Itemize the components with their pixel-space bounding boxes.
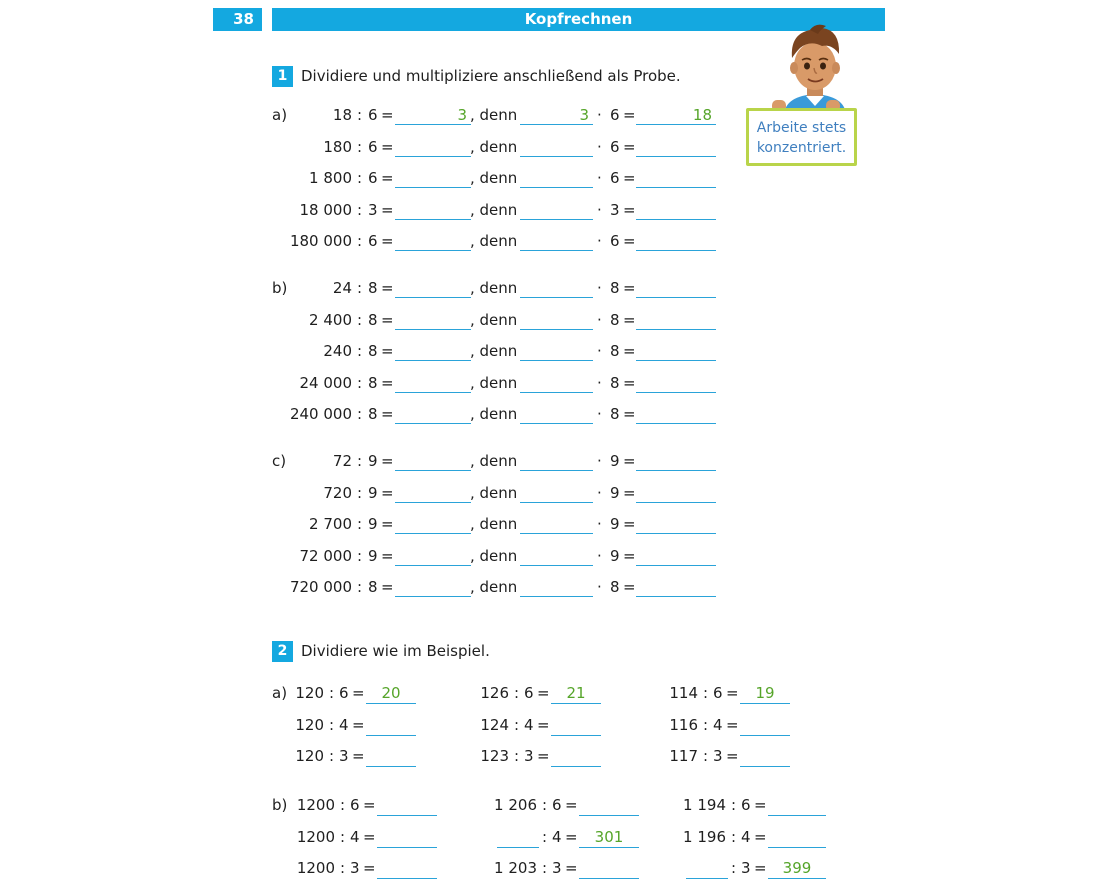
probe-result-field[interactable]: [636, 168, 716, 188]
probe-multiplier: 8: [610, 373, 620, 392]
denn-word: , denn: [470, 106, 518, 124]
exercise-label: c): [272, 452, 287, 470]
quotient-answer-field[interactable]: [395, 341, 471, 361]
division-sign: :: [329, 715, 335, 734]
multiply-sign: ·: [597, 342, 602, 361]
quotient-answer-field[interactable]: [366, 746, 416, 767]
quotient-answer-field[interactable]: [551, 746, 601, 767]
quotient-answer-field[interactable]: [551, 715, 601, 736]
dividend: 123: [480, 747, 509, 766]
divisor: 9: [368, 483, 378, 502]
divisor: 4: [350, 827, 360, 846]
quotient-answer-field[interactable]: [395, 373, 471, 393]
probe-result-field[interactable]: [636, 404, 716, 424]
equals-sign: =: [381, 452, 394, 470]
divisor: 6: [524, 684, 534, 702]
dividend: 24 000: [299, 373, 352, 392]
equals-sign: =: [381, 200, 394, 219]
divisor: 6: [741, 796, 751, 814]
probe-factor-field[interactable]: [520, 483, 593, 503]
division-sign: :: [357, 405, 363, 424]
equals-sign: =: [537, 715, 550, 734]
equals-sign: =: [754, 827, 767, 846]
equals-sign: =: [363, 859, 376, 878]
dividend: 18 000: [299, 200, 352, 219]
probe-multiplier: 8: [610, 405, 620, 424]
quotient-answer-field[interactable]: [395, 514, 471, 534]
equals-sign: =: [623, 578, 636, 597]
quotient-answer-field[interactable]: [768, 795, 826, 816]
quotient-answer-field[interactable]: 20: [366, 683, 416, 704]
equals-sign: =: [381, 515, 394, 534]
dividend: 240: [323, 342, 352, 361]
divisor: 6: [368, 106, 378, 124]
probe-factor-field[interactable]: [520, 577, 593, 597]
division-sign: :: [357, 137, 363, 156]
equals-sign: =: [726, 684, 739, 702]
equals-sign: =: [381, 546, 394, 565]
probe-result-field[interactable]: [636, 137, 716, 157]
multiply-sign: ·: [597, 578, 602, 597]
probe-result-field[interactable]: [636, 341, 716, 361]
probe-multiplier: 9: [610, 483, 620, 502]
multiply-sign: ·: [597, 279, 602, 297]
probe-multiplier: 6: [610, 169, 620, 188]
equals-sign: =: [381, 405, 394, 424]
quotient-answer-field[interactable]: [579, 858, 639, 879]
division-sign: :: [514, 715, 520, 734]
equals-sign: =: [363, 796, 376, 814]
denn-word: , denn: [470, 483, 518, 502]
divisor: 6: [368, 137, 378, 156]
dividend: 1 196: [683, 827, 726, 846]
probe-multiplier: 6: [610, 137, 620, 156]
exercise-label: a): [272, 106, 288, 124]
task-instruction: Dividiere und multipliziere anschließend als Probe.: [301, 67, 681, 85]
division-sign: :: [357, 515, 363, 534]
division-sign: :: [357, 169, 363, 188]
probe-result-field[interactable]: [636, 200, 716, 220]
quotient-answer-field[interactable]: [395, 278, 471, 298]
exercise-label: b): [272, 796, 288, 814]
dividend: 120: [295, 715, 324, 734]
task-number: 1: [272, 66, 293, 87]
dividend: 2 700: [309, 515, 352, 534]
division-sign: :: [357, 200, 363, 219]
quotient-answer-field[interactable]: [395, 404, 471, 424]
equals-sign: =: [754, 859, 767, 878]
probe-result-field[interactable]: [636, 514, 716, 534]
quotient-answer-field[interactable]: [395, 546, 471, 566]
multiply-sign: ·: [597, 373, 602, 392]
equals-sign: =: [623, 452, 636, 470]
division-sign: :: [357, 232, 363, 251]
dividend: 1 203: [494, 859, 537, 878]
division-sign: :: [357, 279, 363, 297]
probe-factor-field[interactable]: [520, 231, 593, 251]
division-sign: :: [329, 747, 335, 766]
divisor: 9: [368, 452, 378, 470]
equals-sign: =: [623, 342, 636, 361]
division-sign: :: [357, 578, 363, 597]
dividend-answer-field[interactable]: [686, 858, 728, 879]
dividend: 720 000: [289, 578, 352, 597]
multiply-sign: ·: [597, 310, 602, 329]
equals-sign: =: [381, 373, 394, 392]
task-instruction: Dividiere wie im Beispiel.: [301, 642, 490, 660]
equals-sign: =: [381, 137, 394, 156]
dividend: 1200: [296, 796, 335, 814]
probe-result-field[interactable]: [636, 451, 716, 471]
equals-sign: =: [565, 827, 578, 846]
divisor: 4: [524, 715, 534, 734]
dividend: 720: [323, 483, 352, 502]
dividend: 116: [669, 715, 698, 734]
dividend: 120: [295, 747, 324, 766]
division-sign: :: [340, 859, 346, 878]
dividend: 1 206: [494, 796, 537, 814]
divisor: 6: [713, 684, 723, 702]
quotient-answer-field[interactable]: [579, 795, 639, 816]
quotient-answer-field[interactable]: [395, 310, 471, 330]
equals-sign: =: [381, 232, 394, 251]
quotient-answer-field[interactable]: 21: [551, 683, 601, 704]
equals-sign: =: [623, 373, 636, 392]
denn-word: , denn: [470, 279, 518, 297]
denn-word: , denn: [470, 405, 518, 424]
divisor: 6: [350, 796, 360, 814]
quotient-answer-field[interactable]: [395, 577, 471, 597]
equals-sign: =: [537, 747, 550, 766]
probe-factor-field[interactable]: [520, 137, 593, 157]
division-sign: :: [731, 827, 737, 846]
equals-sign: =: [381, 310, 394, 329]
equals-sign: =: [565, 859, 578, 878]
division-sign: :: [357, 310, 363, 329]
division-sign: :: [514, 684, 520, 702]
equals-sign: =: [352, 747, 365, 766]
quotient-answer-field[interactable]: [395, 231, 471, 251]
quotient-answer-field[interactable]: 301: [579, 827, 639, 848]
probe-factor-field[interactable]: [520, 546, 593, 566]
denn-word: , denn: [470, 232, 518, 251]
probe-result-field[interactable]: [636, 278, 716, 298]
equals-sign: =: [381, 483, 394, 502]
quotient-answer-field[interactable]: [395, 483, 471, 503]
equals-sign: =: [726, 747, 739, 766]
equals-sign: =: [623, 405, 636, 424]
quotient-answer-field[interactable]: [740, 746, 790, 767]
probe-multiplier: 6: [610, 106, 620, 124]
equals-sign: =: [381, 169, 394, 188]
probe-multiplier: 3: [610, 200, 620, 219]
denn-word: , denn: [470, 200, 518, 219]
divisor: 3: [524, 747, 534, 766]
multiply-sign: ·: [597, 515, 602, 534]
probe-multiplier: 9: [610, 515, 620, 534]
division-sign: :: [329, 684, 335, 702]
division-sign: :: [340, 827, 346, 846]
equals-sign: =: [623, 310, 636, 329]
dividend-answer-field[interactable]: [497, 827, 539, 848]
divisor: 9: [368, 515, 378, 534]
equals-sign: =: [623, 483, 636, 502]
quotient-answer-field[interactable]: [395, 168, 471, 188]
division-sign: :: [357, 546, 363, 565]
division-sign: :: [514, 747, 520, 766]
dividend: 180 000: [289, 232, 352, 251]
mascot-speech-sign: Arbeite stets konzentriert.: [746, 108, 857, 166]
dividend: 114: [669, 684, 698, 702]
quotient-answer-field[interactable]: [395, 137, 471, 157]
equals-sign: =: [726, 715, 739, 734]
probe-factor-field[interactable]: [520, 200, 593, 220]
dividend: 72 000: [299, 546, 352, 565]
quotient-answer-field[interactable]: [377, 795, 437, 816]
divisor: 4: [713, 715, 723, 734]
exercise-label: b): [272, 279, 288, 297]
divisor: 9: [368, 546, 378, 565]
page-title: Kopfrechnen: [272, 8, 885, 31]
quotient-answer-field[interactable]: [366, 715, 416, 736]
division-sign: :: [357, 106, 363, 124]
divisor: 3: [552, 859, 562, 878]
quotient-answer-field[interactable]: 3: [395, 105, 471, 125]
quotient-answer-field[interactable]: [377, 827, 437, 848]
divisor: 8: [368, 279, 378, 297]
probe-result-field[interactable]: 18: [636, 105, 716, 125]
multiply-sign: ·: [597, 452, 602, 470]
quotient-answer-field[interactable]: [740, 715, 790, 736]
probe-factor-field[interactable]: [520, 341, 593, 361]
probe-factor-field[interactable]: [520, 373, 593, 393]
equals-sign: =: [623, 169, 636, 188]
equals-sign: =: [623, 279, 636, 297]
division-sign: :: [357, 342, 363, 361]
exercise-label: a): [272, 684, 288, 702]
division-sign: :: [731, 796, 737, 814]
quotient-answer-field[interactable]: [768, 827, 826, 848]
multiply-sign: ·: [597, 483, 602, 502]
divisor: 8: [368, 405, 378, 424]
division-sign: :: [357, 373, 363, 392]
probe-result-field[interactable]: [636, 483, 716, 503]
division-sign: :: [340, 796, 346, 814]
division-sign: :: [703, 715, 709, 734]
quotient-answer-field[interactable]: 399: [768, 858, 826, 879]
dividend: 240 000: [289, 405, 352, 424]
denn-word: , denn: [470, 373, 518, 392]
equals-sign: =: [381, 342, 394, 361]
divisor: 8: [368, 373, 378, 392]
probe-multiplier: 8: [610, 342, 620, 361]
divisor: 3: [350, 859, 360, 878]
equals-sign: =: [537, 684, 550, 702]
division-sign: :: [542, 796, 548, 814]
equals-sign: =: [381, 578, 394, 597]
equals-sign: =: [754, 796, 767, 814]
division-sign: :: [703, 684, 709, 702]
dividend: 24: [332, 279, 352, 297]
equals-sign: =: [623, 200, 636, 219]
division-sign: :: [357, 452, 363, 470]
divisor: 3: [713, 747, 723, 766]
dividend: 117: [669, 747, 698, 766]
equals-sign: =: [363, 827, 376, 846]
page-number: 38: [213, 8, 262, 31]
probe-result-field[interactable]: [636, 546, 716, 566]
multiply-sign: ·: [597, 106, 602, 124]
divisor: 6: [368, 169, 378, 188]
divisor: 4: [552, 827, 562, 846]
probe-multiplier: 8: [610, 578, 620, 597]
division-sign: :: [731, 859, 737, 878]
equals-sign: =: [623, 106, 636, 124]
multiply-sign: ·: [597, 546, 602, 565]
equals-sign: =: [623, 515, 636, 534]
equals-sign: =: [352, 715, 365, 734]
division-sign: :: [357, 483, 363, 502]
equals-sign: =: [381, 279, 394, 297]
probe-multiplier: 8: [610, 279, 620, 297]
divisor: 3: [741, 859, 751, 878]
divisor: 6: [552, 796, 562, 814]
dividend: 180: [323, 137, 352, 156]
probe-multiplier: 8: [610, 310, 620, 329]
denn-word: , denn: [470, 578, 518, 597]
divisor: 3: [368, 200, 378, 219]
probe-factor-field[interactable]: [520, 404, 593, 424]
equals-sign: =: [623, 137, 636, 156]
probe-factor-field[interactable]: [520, 514, 593, 534]
denn-word: , denn: [470, 452, 518, 470]
probe-factor-field[interactable]: 3: [520, 105, 593, 125]
multiply-sign: ·: [597, 169, 602, 188]
probe-multiplier: 9: [610, 452, 620, 470]
dividend: 1200: [296, 859, 335, 878]
division-sign: :: [542, 827, 548, 846]
denn-word: , denn: [470, 515, 518, 534]
quotient-answer-field[interactable]: [395, 451, 471, 471]
equals-sign: =: [623, 546, 636, 565]
denn-word: , denn: [470, 169, 518, 188]
quotient-answer-field[interactable]: [377, 858, 437, 879]
probe-factor-field[interactable]: [520, 278, 593, 298]
denn-word: , denn: [470, 546, 518, 565]
quotient-answer-field[interactable]: [395, 200, 471, 220]
divisor: 4: [339, 715, 349, 734]
dividend: 1200: [296, 827, 335, 846]
divisor: 3: [339, 747, 349, 766]
quotient-answer-field[interactable]: 19: [740, 683, 790, 704]
divisor: 8: [368, 578, 378, 597]
equals-sign: =: [565, 796, 578, 814]
divisor: 4: [741, 827, 751, 846]
equals-sign: =: [381, 106, 394, 124]
probe-result-field[interactable]: [636, 373, 716, 393]
dividend: 120: [295, 684, 324, 702]
multiply-sign: ·: [597, 405, 602, 424]
multiply-sign: ·: [597, 137, 602, 156]
probe-factor-field[interactable]: [520, 451, 593, 471]
denn-word: , denn: [470, 342, 518, 361]
divisor: 8: [368, 310, 378, 329]
denn-word: , denn: [470, 310, 518, 329]
probe-multiplier: 9: [610, 546, 620, 565]
dividend: 1 800: [309, 169, 352, 188]
dividend: 2 400: [309, 310, 352, 329]
division-sign: :: [542, 859, 548, 878]
dividend: 124: [480, 715, 509, 734]
equals-sign: =: [352, 684, 365, 702]
probe-result-field[interactable]: [636, 231, 716, 251]
denn-word: , denn: [470, 137, 518, 156]
probe-result-field[interactable]: [636, 310, 716, 330]
dividend: 72: [332, 452, 352, 470]
divisor: 6: [368, 232, 378, 251]
division-sign: :: [703, 747, 709, 766]
multiply-sign: ·: [597, 232, 602, 251]
task-number: 2: [272, 641, 293, 662]
divisor: 6: [339, 684, 349, 702]
divisor: 8: [368, 342, 378, 361]
equals-sign: =: [623, 232, 636, 251]
probe-result-field[interactable]: [636, 577, 716, 597]
probe-factor-field[interactable]: [520, 168, 593, 188]
dividend: 1 194: [683, 796, 726, 814]
multiply-sign: ·: [597, 200, 602, 219]
probe-multiplier: 6: [610, 232, 620, 251]
dividend: 126: [480, 684, 509, 702]
dividend: 18: [332, 106, 352, 124]
probe-factor-field[interactable]: [520, 310, 593, 330]
